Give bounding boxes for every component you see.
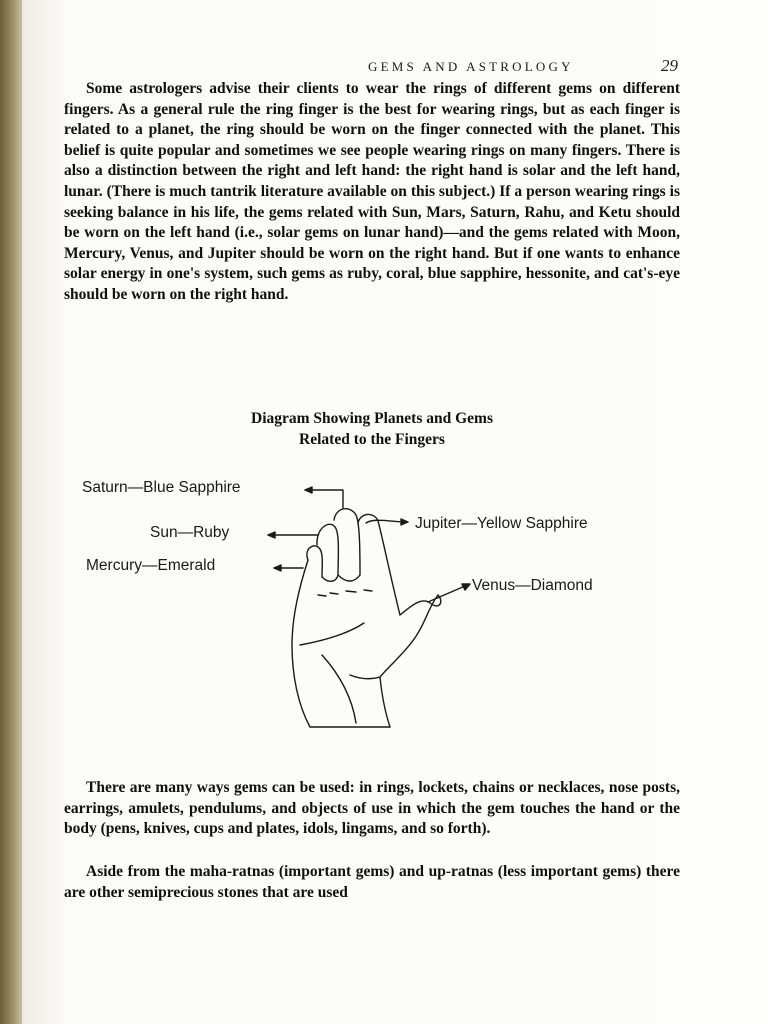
- mercury-arrowhead: [274, 565, 281, 571]
- paragraph-finger-rings: Some astrologers advise their clients to wear the rings of different gems on different fingers. As a general rule the ring finger is the best for wearing rings, but as each finger is related to a planet, the ring should be worn on the finger connected with the planet. This belief is quite popular and sometimes we see people wearing rings on many fingers. There is also a distinction between the right and left hand: the right hand is solar and the left hand, lunar. (There is much tantrik literature available on this subject.) If a person wearing rings is seeking balance in his life, the gems related with Sun, Mars, Saturn, Rahu, and Ketu should be worn on the left hand (i.e., solar gems on lunar hand)—and the gems related with Moon, Mercury, Venus, and Jupiter should be worn on the right hand. But if one wants to enhance solar energy in one's system, such gems as ruby, coral, blue sapphire, hessonite, and cat's-eye should be worn on the right hand.: [64, 80, 680, 303]
- label-saturn: Saturn—Blue Sapphire: [82, 479, 241, 496]
- paragraph-semiprecious: Aside from the maha-ratnas (important gems) and up-ratnas (less important gems) there are other semiprecious stones that are used: [64, 863, 680, 901]
- life-line: [322, 655, 356, 723]
- page-number: 29: [661, 56, 678, 75]
- hand-diagram: [60, 465, 700, 745]
- venus-pointer: [428, 586, 465, 602]
- jupiter-pointer: [366, 520, 402, 523]
- hand-drawing: [60, 465, 700, 745]
- label-sun: Sun—Ruby: [150, 524, 230, 541]
- paragraph-gem-uses: There are many ways gems can be used: in rings, lockets, chains or necklaces, nose posts, earrings, amulets, pendulums, and objects of use in which the gem touches the hand or the body (pens, knives, cups and plates, idols, lingams, and so forth).: [64, 779, 680, 838]
- index-finger: [358, 514, 400, 615]
- heart-line: [300, 623, 364, 645]
- sun-arrowhead: [268, 532, 275, 538]
- jupiter-arrowhead: [401, 519, 408, 525]
- page-header: [348, 56, 678, 78]
- label-mercury: Mercury—Emerald: [86, 557, 216, 574]
- label-venus: Venus—Diamond: [472, 577, 593, 594]
- running-head: GEMS AND ASTROLOGY: [368, 59, 574, 74]
- diagram-caption-line2: Related to the Fingers: [299, 431, 445, 448]
- saturn-arrowhead: [305, 487, 312, 493]
- pinky-finger: [307, 546, 322, 577]
- label-jupiter: Jupiter—Yellow Sapphire: [415, 515, 588, 532]
- diagram-caption-line1: Diagram Showing Planets and Gems: [251, 410, 493, 427]
- venus-arrowhead: [462, 584, 470, 590]
